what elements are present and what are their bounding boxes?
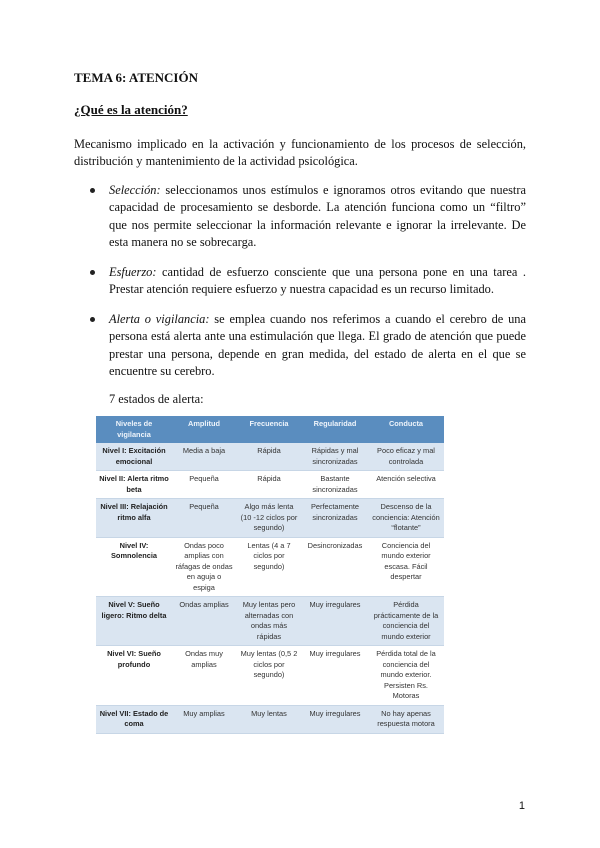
table-cell: Atención selectiva [368,471,444,499]
table-cell: Nivel VI: Sueño profundo [96,646,172,706]
table-cell: Descenso de la conciencia: Atención “flotante” [368,499,444,538]
table-cell: Ondas poco amplias con ráfagas de ondas en aguja o espiga [172,537,236,597]
bullet-text [109,264,526,299]
table-cell: Poco eficaz y mal controlada [368,443,444,471]
table-cell: Muy lentas (0,5 2 ciclos por segundo) [236,646,302,706]
table-cell: Muy irregulares [302,597,368,646]
table-cell: Pequeña [172,471,236,499]
table-cell: Nivel IV: Somnolencia [96,537,172,597]
table-cell: Muy irregulares [302,646,368,706]
bullet-body: se emplea cuando nos referimos a cuando el cerebro de una persona está alerta ante una estimulación que llega. El grado de atención que puede prestar una persona, depende en gran medida, del estado de alerta en el que se encuentre su cerebro. [109,312,526,379]
table-cell: Lentas (4 a 7 ciclos por segundo) [236,537,302,597]
table-cell: Nivel V: Sueño ligero: Ritmo delta [96,597,172,646]
table-cell: Muy amplias [172,705,236,733]
section-heading: ¿Qué es la atención? [74,102,188,117]
table-row [96,471,444,499]
table-cell: Ondas amplias [172,597,236,646]
table-cell: Muy irregulares [302,705,368,733]
table-header-cell: Regularidad [302,416,368,443]
bullet-term: Esfuerzo: [109,265,157,279]
document-title: TEMA 6: ATENCIÓN [74,70,198,85]
bullet-body: cantidad de esfuerzo consciente que una persona pone en una tarea . Prestar atención requiere esfuerzo y nuestra capacidad es un recurso limitado. [109,265,526,297]
table-cell: Algo más lenta (10 -12 ciclos por segundo) [236,499,302,538]
table-cell: Rápida [236,443,302,471]
table-cell: Nivel I: Excitación emocional [96,443,172,471]
table-cell: Bastante sincronizadas [302,471,368,499]
table-header-cell: Conducta [368,416,444,443]
table-cell: Media a baja [172,443,236,471]
bullet-esfuerzo [90,264,526,299]
table-row [96,597,444,646]
table-cell: Nivel III: Relajación ritmo alfa [96,499,172,538]
bullet-term: Selección: [109,183,161,197]
table-header-cell: Amplitud [172,416,236,443]
table-header-row [96,416,444,443]
states-label: 7 estados de alerta: [109,392,204,406]
page-number: 1 [518,800,525,812]
table-cell: Muy lentas [236,705,302,733]
table-cell: Nivel II: Alerta ritmo beta [96,471,172,499]
bullet-text [109,182,526,252]
bullet-term: Alerta o vigilancia: [109,312,210,326]
bullet-alerta [90,311,526,381]
table-cell: Conciencia del mundo exterior escasa. Fácil despertar [368,537,444,597]
table-cell: Nivel VII: Estado de coma [96,705,172,733]
table-row [96,537,444,597]
bullet-dot-icon [90,270,95,275]
intro-paragraph: Mecanismo implicado en la activación y funcionamiento de los procesos de selección, distribución y mantenimiento de la actividad psicológica. [74,137,526,168]
bullet-dot-icon [90,317,95,322]
table-row [96,499,444,538]
bullet-seleccion [90,182,526,252]
bullet-dot-icon [90,188,95,193]
table-cell: Ondas muy amplias [172,646,236,706]
table-row [96,705,444,733]
bullet-body: seleccionamos unos estímulos e ignoramos otros evitando que nuestra capacidad de procesamiento se desborde. La atención funciona como un “filtro” que nos permite seleccionar la información relevante e ignorar la irrelevante. De esta manera no se sobrecarga. [109,183,526,250]
table-header-cell: Niveles de vigilancia [96,416,172,443]
table-cell: Rápida [236,471,302,499]
table-cell: Pequeña [172,499,236,538]
table-row [96,443,444,471]
table-cell: Desincronizadas [302,537,368,597]
table-row [96,646,444,706]
table-cell: No hay apenas respuesta motora [368,705,444,733]
alert-states-table [96,416,444,734]
table-cell: Pérdida total de la conciencia del mundo exterior. Persisten Rs. Motoras [368,646,444,706]
table-cell: Rápidas y mal sincronizadas [302,443,368,471]
table-cell: Perfectamente sincronizadas [302,499,368,538]
table-header-cell: Frecuencia [236,416,302,443]
table-cell: Pérdida prácticamente de la conciencia del mundo exterior [368,597,444,646]
table-cell: Muy lentas pero alternadas con ondas más rápidas [236,597,302,646]
bullet-text [109,311,526,381]
